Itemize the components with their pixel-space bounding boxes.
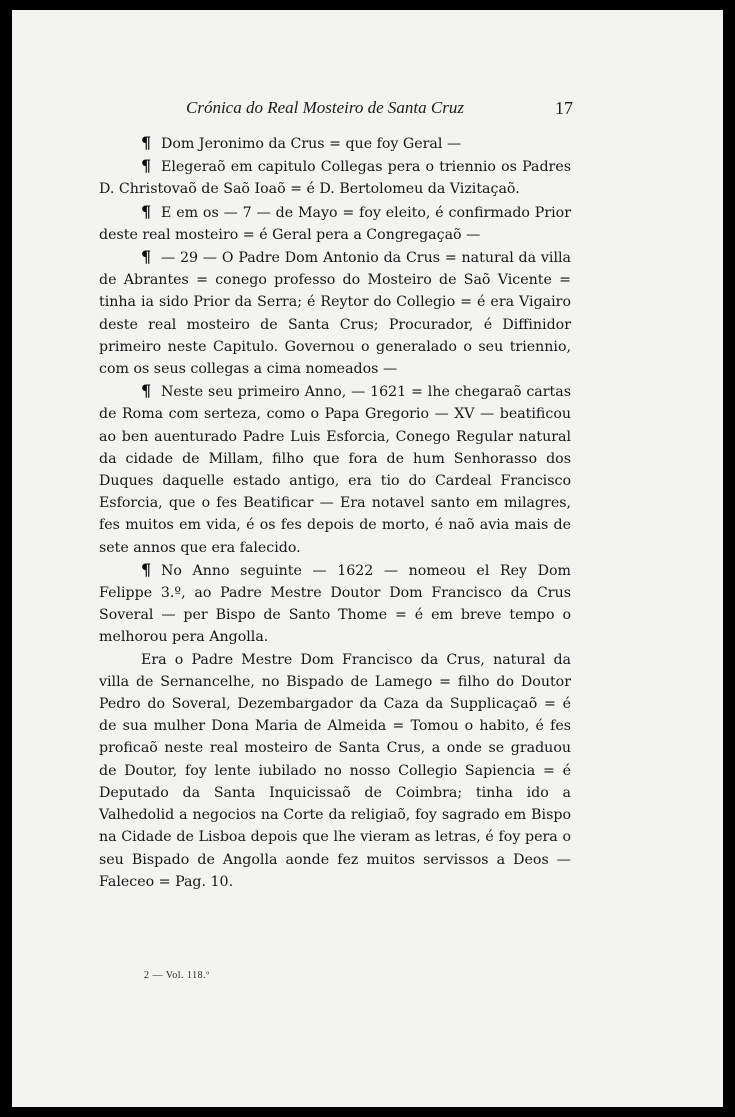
- paragraph-mark-icon: ¶: [141, 559, 152, 579]
- paragraph: [99, 132, 571, 155]
- running-header: [12, 98, 723, 122]
- body-text: [99, 132, 571, 893]
- paragraph: [99, 246, 571, 380]
- paragraph-mark-icon: ¶: [141, 247, 152, 267]
- paragraph-mark-icon: ¶: [141, 381, 152, 401]
- paragraph-text: Dom Jeronimo da Crus = que foy Geral —: [161, 136, 462, 152]
- paragraph-text: Era o Padre Mestre Dom Francisco da Crus, natural da villa de Sernancelhe, no Bispado de Lamego = filho do Doutor Pedro do Soveral, Dezembargador da Caza da Supplicaçaõ = é de sua mulher Dona Maria de Almeida = Tomou o habito, é fes proficaõ neste real mosteiro de Santa Crus, a onde se graduou de Doutor, foy lente iubilado no nosso Collegio Sapiencia = é Deputado da Santa Inquicissaõ de Coimbra; tinha ido a Valhedolid a negocios na Corte da religiaõ, foy sagrado em Bispo na Cidade de Lisboa depois que lhe vieram as letras, é foy pera o seu Bispado de Angolla aonde fez muitos servissos a Deos — Faleceo = Pag. 10.: [99, 651, 571, 890]
- printer-signature: 2 — Vol. 118.º: [144, 970, 210, 981]
- page-number: 17: [555, 98, 573, 118]
- paragraph: [99, 201, 571, 246]
- paragraph-mark-icon: ¶: [141, 201, 152, 221]
- paragraph-text: Elegeraõ em capitulo Collegas pera o triennio os Padres D. Christovaõ de Saõ Ioaõ = é D. Bertolomeu da Vizitaçaõ.: [99, 159, 571, 198]
- paragraph-mark-icon: ¶: [141, 156, 152, 176]
- paragraph: [99, 155, 571, 200]
- paragraph-text: Neste seu primeiro Anno, — 1621 = lhe chegaraõ cartas de Roma com serteza, como o Papa Gregorio — XV — beatificou ao ben auenturado Padre Luis Esforcia, Conego Regular natural da cidade de Millam, filho que fora de hum Senhorasso dos Duques daquelle estado antigo, era tio do Cardeal Francisco Esforcia, que o fes Beatificar — Era notavel santo em milagres, fes muitos em vida, é os fes depois de morto, é naõ avia mais de sete annos que era falecido.: [99, 384, 571, 556]
- paragraph: [99, 380, 571, 559]
- paragraph: [99, 559, 571, 649]
- paragraph-mark-icon: ¶: [141, 133, 152, 152]
- paragraph-text: E em os — 7 — de Mayo = foy eleito, é confirmado Prior deste real mosteiro = é Geral pera a Congregaçaõ —: [99, 204, 571, 243]
- page-sheet: [12, 10, 723, 1107]
- paragraph-text: — 29 — O Padre Dom Antonio da Crus = natural da villa de Abrantes = conego professo do Mosteiro de Saõ Vicente = tinha ia sido Prior da Serra; é Reytor do Collegio = é era Vigairo deste real mosteiro de Santa Crus; Procurador, é Diffinidor primeiro neste Capitulo. Governou o generalado o seu triennio, com os seus collegas a cima nomeados —: [99, 250, 571, 378]
- paragraph: [99, 649, 571, 893]
- running-title: Crónica do Real Mosteiro de Santa Cruz: [186, 98, 464, 117]
- paragraph-text: No Anno seguinte — 1622 — nomeou el Rey Dom Felippe 3.º, ao Padre Mestre Doutor Dom Francisco da Crus Soveral — per Bispo de Santo Thome = é em breve tempo o melhorou pera Angolla.: [99, 562, 571, 646]
